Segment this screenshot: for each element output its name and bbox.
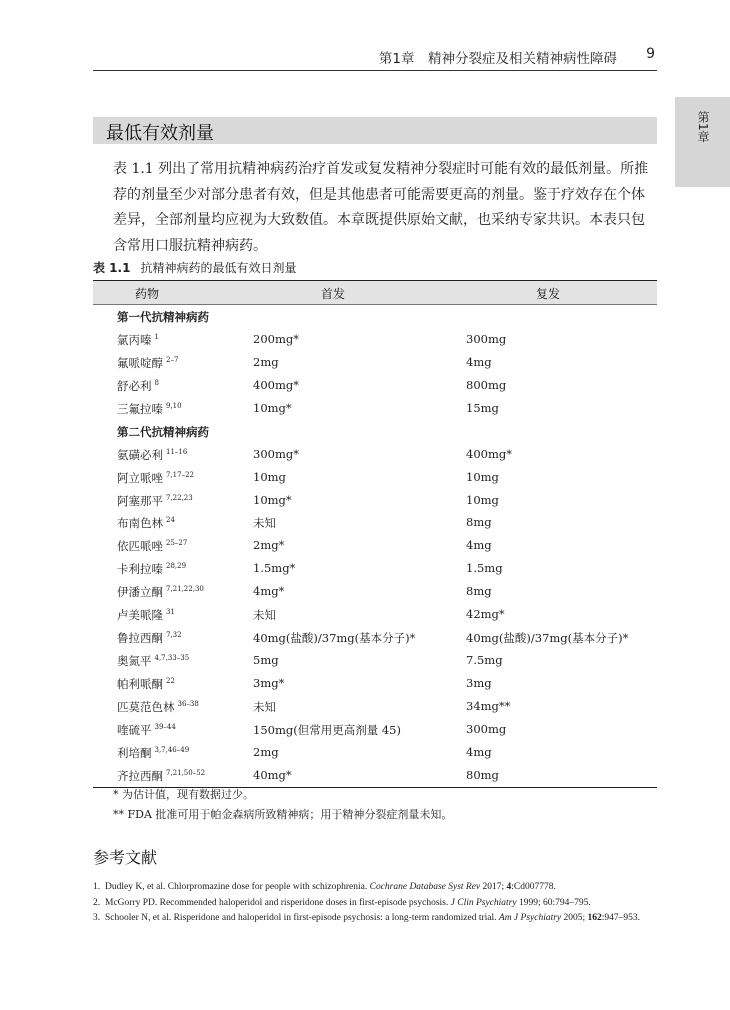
relapse-dose: 300mg [466, 331, 507, 346]
drug-name: 利培酮 [117, 745, 152, 760]
table-footnote-estimate: * 为估计值，现有数据过少。 [113, 788, 254, 801]
table-group-row [93, 420, 657, 443]
reference-volume: 162 [587, 913, 602, 923]
drug-name: 卡利拉嗪 [117, 562, 163, 577]
reference-item [93, 880, 658, 896]
drug-name: 氨磺必利 [117, 447, 163, 462]
drug-name: 匹莫范色林 [117, 699, 175, 714]
drug-reference: 25–27 [166, 539, 188, 548]
drug-reference: 4,7,33–35 [154, 654, 190, 663]
drug-name: 帕利哌酮 [117, 677, 163, 691]
first-episode-dose: 5mg [253, 653, 279, 668]
drug-reference: 1 [154, 332, 159, 341]
drug-cell [117, 653, 189, 669]
first-episode-dose: 40mg(盐酸)/37mg(基本分子)* [253, 631, 416, 646]
drug-reference: 7,32 [166, 631, 182, 640]
table-row [93, 672, 657, 695]
drug-name: 舒必利 [117, 378, 152, 393]
relapse-dose: 4mg [466, 354, 492, 369]
drug-cell [117, 515, 175, 531]
first-episode-dose: 10mg* [253, 400, 292, 415]
drug-cell [117, 768, 205, 784]
reference-text: Schooler N, et al. Risperidone and haloperidol in first-episode psychosis: a long-term randomized trial. [105, 913, 499, 923]
drug-cell [117, 584, 204, 600]
relapse-dose: 3mg [466, 676, 492, 690]
reference-volume: 4 [506, 882, 512, 892]
relapse-dose: 800mg [466, 377, 507, 392]
drug-name: 三氟拉嗪 [117, 401, 163, 416]
first-episode-dose: 3mg* [253, 676, 285, 690]
drug-name: 卢美哌隆 [117, 608, 163, 623]
table-row [93, 557, 657, 580]
first-episode-dose: 2mg [253, 354, 279, 369]
drug-reference: 39–44 [154, 722, 176, 731]
table-label: 表 1.1 [93, 261, 131, 275]
section-title: 最低有效剂量 [106, 123, 214, 144]
drug-cell [117, 630, 182, 646]
drug-name: 氯丙嗪 [117, 332, 152, 347]
table-row [93, 466, 657, 489]
table-row [93, 328, 657, 351]
intro-text: 表 1.1 列出了常用抗精神病药治疗首发或复发精神分裂症时可能有效的最低剂量。所推荐的剂量至少对部分患者有效，但是其他患者可能需要更高的剂量。鉴于疗效存在个体差异，全部剂量均应视为大致数值。本章既提供原始文献，也采纳专家共识。本表只包含常用口服抗精神病药。 [113, 161, 649, 254]
drug-reference: 22 [166, 677, 175, 685]
drug-cell [117, 332, 159, 348]
table-row [93, 626, 657, 649]
reference-text: Dudley K, et al. Chlorpromazine dose for people with schizophrenia. [105, 882, 370, 892]
drug-reference: 31 [166, 608, 175, 617]
first-episode-dose: 10mg* [253, 492, 292, 507]
table-row [93, 580, 657, 603]
drug-reference: 7,21,22,30 [166, 585, 204, 594]
table-group-row [93, 305, 657, 328]
table-row [93, 351, 657, 374]
reference-pages: :Cd007778. [511, 882, 556, 892]
table-row [93, 764, 657, 787]
running-head [93, 44, 657, 71]
first-episode-dose: 未知 [253, 516, 276, 531]
drug-reference: 7,17–22 [166, 470, 194, 479]
table-footnote-fda: ** FDA 批准可用于帕金森病所致精神病；用于精神分裂症剂量未知。 [113, 808, 453, 821]
reference-year: 2017; [480, 882, 507, 892]
table-row [93, 695, 657, 718]
drug-name: 阿立哌唑 [117, 470, 163, 485]
first-episode-dose: 未知 [253, 608, 276, 623]
drug-cell [117, 699, 199, 715]
drug-cell [117, 561, 186, 577]
group-label: 第一代抗精神病药 [117, 310, 209, 324]
table-row [93, 374, 657, 397]
drug-cell [117, 676, 175, 692]
drug-cell [117, 538, 187, 554]
relapse-dose: 8mg [466, 584, 492, 599]
page-number: 9 [646, 46, 655, 62]
table-row [93, 718, 657, 741]
relapse-dose: 4mg [466, 744, 492, 759]
first-episode-dose: 2mg* [253, 538, 285, 553]
relapse-dose: 80mg [466, 767, 499, 782]
first-episode-dose: 300mg* [253, 446, 299, 461]
drug-cell [117, 493, 193, 509]
drug-reference: 7,21,50–52 [166, 768, 206, 777]
drug-cell [117, 722, 176, 738]
drug-reference: 11–16 [166, 447, 188, 456]
first-episode-dose: 未知 [253, 699, 276, 714]
reference-item [93, 896, 658, 912]
drug-reference: 36–38 [177, 699, 199, 708]
relapse-dose: 4mg [466, 538, 492, 553]
drug-reference: 3,7,46–49 [154, 745, 190, 754]
table-row [93, 443, 657, 466]
drug-cell [117, 401, 182, 417]
relapse-dose: 300mg [466, 721, 507, 736]
drug-name: 伊潘立酮 [117, 585, 163, 600]
relapse-dose: 1.5mg [466, 561, 503, 576]
reference-item [93, 911, 658, 927]
first-episode-dose: 1.5mg* [253, 561, 296, 576]
drug-reference: 24 [166, 516, 175, 525]
drug-name: 阿塞那平 [117, 493, 163, 508]
drug-name: 齐拉西酮 [117, 768, 163, 783]
drug-name: 奥氮平 [117, 654, 152, 669]
table-header-row [93, 281, 657, 305]
relapse-dose: 10mg [466, 469, 499, 484]
drug-cell [117, 378, 159, 394]
table-caption [93, 259, 296, 276]
table-caption-text: 抗精神病药的最低有效日剂量 [140, 261, 297, 275]
column-header-drug: 药物 [135, 287, 160, 301]
reference-journal: J Clin Psychiatry [450, 897, 517, 908]
drug-cell [117, 447, 187, 463]
section-heading-bar [93, 117, 657, 144]
reference-number: 2. [93, 897, 101, 908]
reference-year: 2005; [561, 913, 588, 923]
table-body [93, 305, 657, 787]
references-heading: 参考文献 [93, 848, 158, 867]
table-row [93, 397, 657, 420]
drug-cell [117, 745, 189, 761]
reference-text: McGorry PD. Recommended haloperidol and risperidone doses in first-episode psychosis. [105, 897, 451, 908]
reference-number: 3. [93, 913, 101, 923]
relapse-dose: 42mg* [466, 607, 505, 622]
reference-journal: Am J Psychiatry [498, 913, 562, 923]
drug-reference: 7,22,23 [166, 493, 193, 502]
first-episode-dose: 10mg [253, 469, 286, 484]
relapse-dose: 8mg [466, 515, 492, 530]
drug-cell [117, 607, 175, 623]
drug-cell [117, 355, 178, 371]
reference-list [93, 880, 658, 927]
drug-name: 喹硫平 [117, 722, 152, 737]
relapse-dose: 400mg* [466, 446, 512, 461]
reference-year: 1999; 60:794–795. [516, 897, 591, 908]
intro-paragraph [113, 157, 658, 259]
chapter-title: 第1章 精神分裂症及相关精神病性障碍 [378, 51, 617, 67]
relapse-dose: 15mg [466, 400, 499, 415]
group-label: 第二代抗精神病药 [117, 424, 209, 439]
chapter-side-tab [675, 97, 730, 187]
relapse-dose: 7.5mg [466, 653, 503, 668]
table-row [93, 649, 657, 672]
relapse-dose: 10mg [466, 492, 499, 507]
drug-cell [117, 470, 194, 486]
reference-journal: Cochrane Database Syst Rev [369, 882, 481, 892]
chapter-side-tab-label: 第1章 [696, 111, 710, 143]
first-episode-dose: 40mg* [253, 767, 292, 782]
column-header-first-episode: 首发 [321, 287, 346, 301]
first-episode-dose: 4mg* [253, 584, 285, 599]
drug-name: 依匹哌唑 [117, 539, 163, 554]
reference-number: 1. [93, 882, 101, 892]
table-row [93, 603, 657, 626]
drug-reference: 8 [154, 378, 159, 387]
relapse-dose: 40mg(盐酸)/37mg(基本分子)* [466, 631, 629, 646]
relapse-dose: 34mg** [466, 698, 511, 713]
table-row [93, 489, 657, 512]
table-row [93, 741, 657, 764]
column-header-relapse: 复发 [536, 287, 561, 301]
first-episode-dose: 150mg(但常用更高剂量 45) [253, 722, 401, 737]
table-row [93, 534, 657, 557]
table-row [93, 511, 657, 534]
first-episode-dose: 2mg [253, 744, 279, 759]
first-episode-dose: 200mg* [253, 331, 299, 346]
drug-name: 氟哌啶醇 [117, 355, 163, 370]
dose-table [93, 280, 657, 788]
drug-reference: 9,10 [166, 401, 182, 410]
drug-name: 鲁拉西酮 [117, 631, 163, 646]
drug-reference: 2–7 [166, 355, 179, 364]
first-episode-dose: 400mg* [253, 377, 299, 392]
drug-name: 布南色林 [117, 516, 163, 531]
drug-reference: 28,29 [166, 562, 187, 571]
reference-pages: :947–953. [601, 913, 641, 923]
